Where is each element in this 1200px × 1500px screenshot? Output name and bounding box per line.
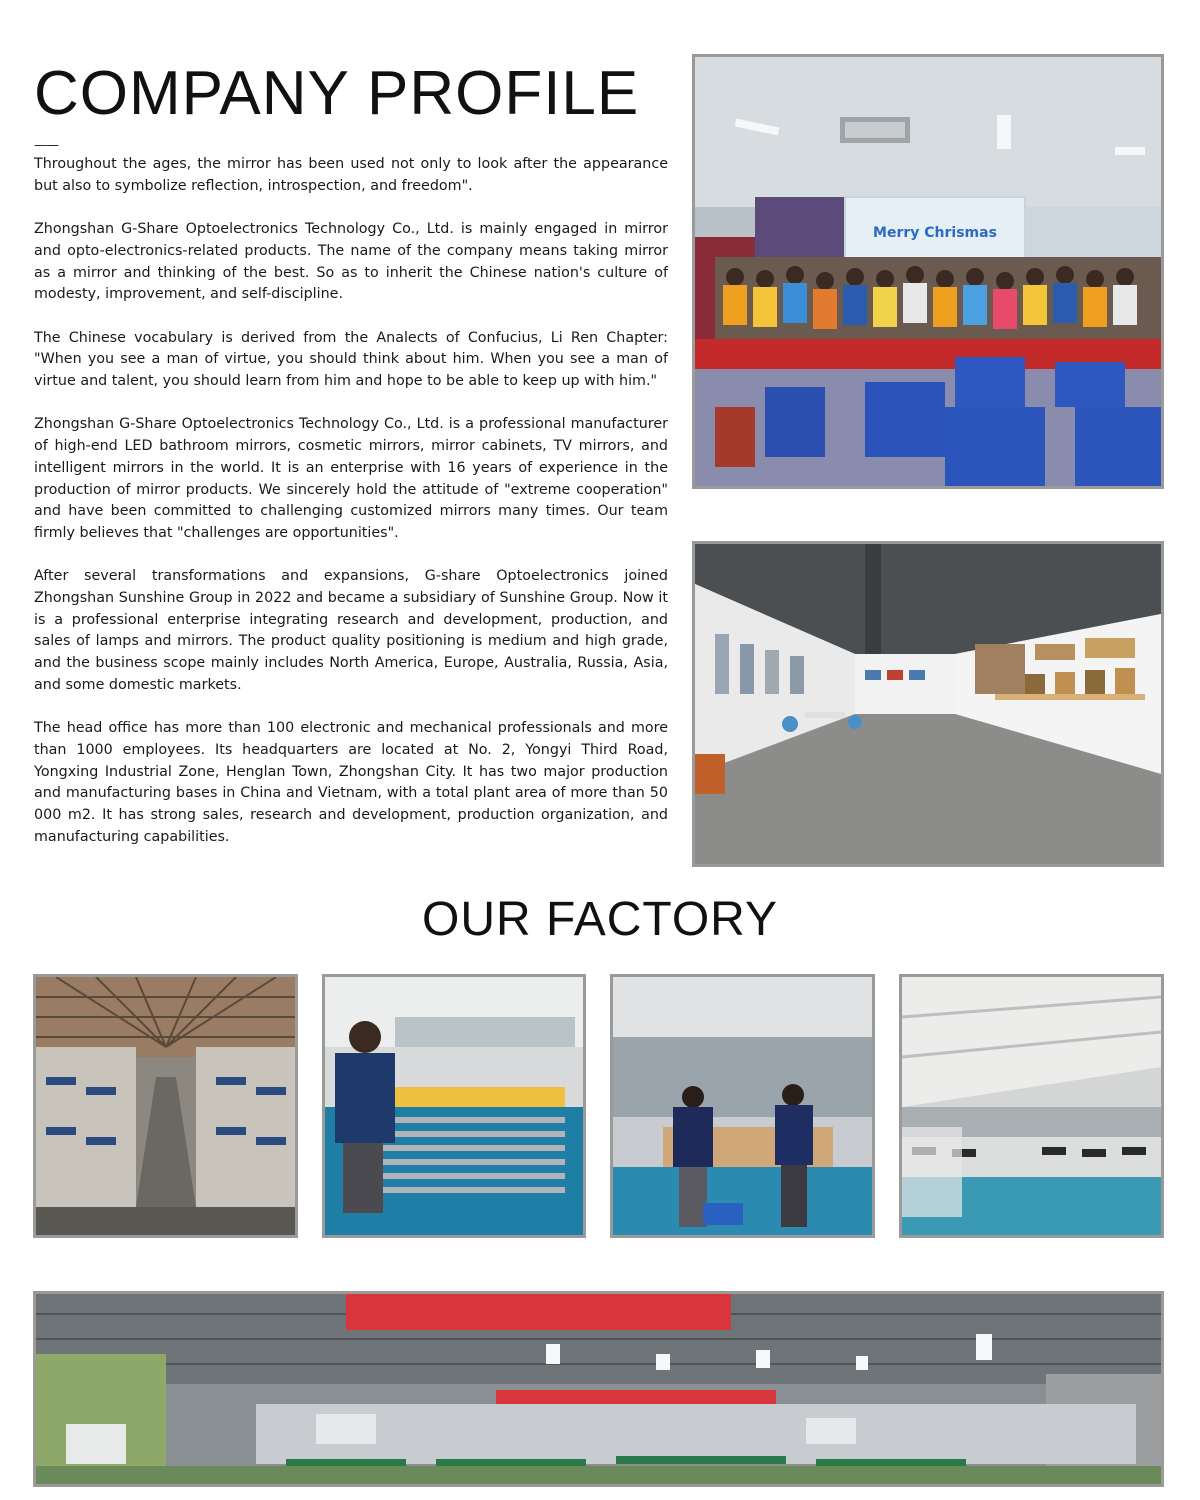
factory-heading: OUR FACTORY bbox=[422, 893, 778, 946]
lines-illustration bbox=[902, 977, 1161, 1235]
profile-paragraph: Zhongshan G-Share Optoelectronics Technology Co., Ltd. is mainly engaged in mirror and opto-electronics-related products. The name of the company means taking mirror as a mirror and thinking of the best. So as to inherit the Chinese nation's culture of modesty, improvement, and self-discipline. bbox=[34, 221, 668, 303]
christmas-screen-text: Merry Chrismas bbox=[873, 225, 997, 241]
profile-paragraph: The Chinese vocabulary is derived from the Analects of Confucius, Li Ren Chapter: "When you see a man of virtue, you should think about him. When you see a man of virtue and talent, you should learn from him and hope to be able to keep up with him." bbox=[34, 329, 668, 389]
factory-conveyor-photo bbox=[322, 974, 586, 1238]
panorama-illustration bbox=[36, 1294, 1161, 1484]
profile-paragraph: Zhongshan G-Share Optoelectronics Technology Co., Ltd. is a professional manufacturer of high-end LED bathroom mirrors, cosmetic mirrors, mirror cabinets, TV mirrors, and intelligent mirrors in the world. It is an enterprise with 16 years of experience in the production of mirror products. We sincerely hold the attitude of "extreme cooperation" and have been committed to challenging customized mirrors many times. Our team firmly believes that "challenges are opportunities". bbox=[34, 416, 668, 541]
factory-workers-photo bbox=[610, 974, 875, 1238]
profile-paragraph: The head office has more than 100 electronic and mechanical professionals and more than 1000 employees. Its headquarters are located at No. 2, Yongyi Third Road, Yongxing Industrial Zone, Henglan Town, Zhongshan City. It has two major production and manufacturing bases in China and Vietnam, with a total plant area of more than 50 000 m2. It has strong sales, research and development, production organization, and manufacturing capabilities. bbox=[34, 720, 668, 845]
showroom-illustration bbox=[695, 544, 1161, 864]
factory-lines-photo bbox=[899, 974, 1164, 1238]
warehouse-illustration bbox=[36, 977, 295, 1235]
title-divider: —— bbox=[34, 138, 58, 153]
factory-floor-panorama bbox=[33, 1291, 1164, 1487]
page-title: COMPANY PROFILE bbox=[34, 59, 640, 128]
profile-paragraph: After several transformations and expansions, G-share Optoelectronics joined Zhongshan Sunshine Group in 2022 and became a subsidiary of Sunshine Group. Now it is a professional enterprise integrating research and development, production, and sales of lamps and mirrors. The product quality positioning is medium and high grade, and the business scope mainly includes North America, Europe, Australia, Russia, Asia, and some domestic markets. bbox=[34, 568, 668, 693]
showroom-photo bbox=[692, 541, 1164, 867]
team-christmas-illustration bbox=[695, 57, 1161, 486]
factory-warehouse-photo bbox=[33, 974, 298, 1238]
team-christmas-photo bbox=[692, 54, 1164, 489]
profile-text bbox=[34, 154, 668, 870]
profile-paragraph: Throughout the ages, the mirror has been used not only to look after the appearance but also to symbolize reflection, introspection, and freedom". bbox=[34, 156, 668, 194]
conveyor-illustration bbox=[325, 977, 583, 1235]
workers-illustration bbox=[613, 977, 872, 1235]
